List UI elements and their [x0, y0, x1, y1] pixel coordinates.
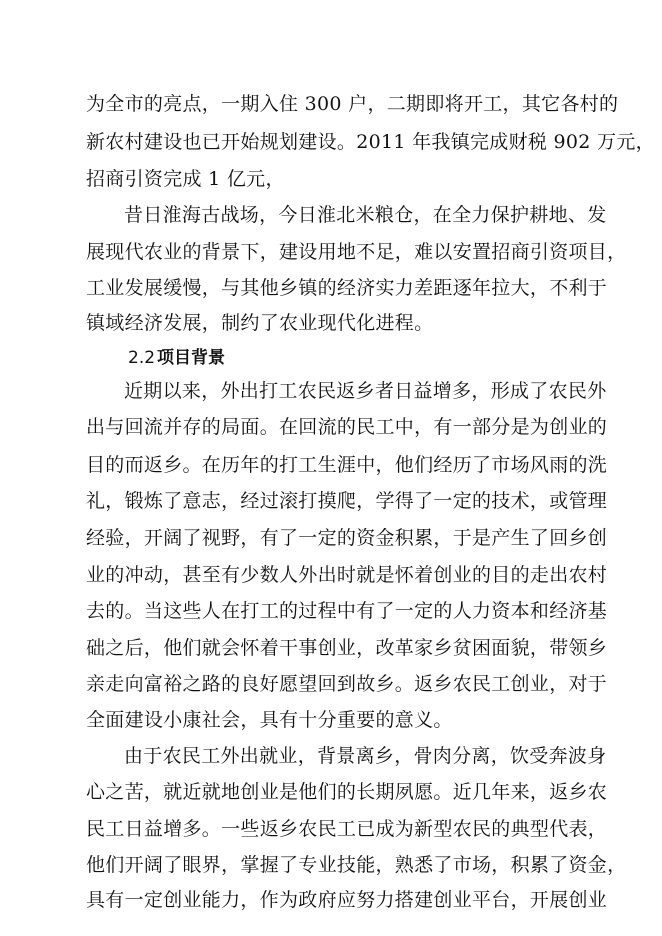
paragraph-1-line-3: 招商引资完成 1 亿元，: [86, 168, 285, 190]
paragraph-4-line-3: 民工日益增多。一些返乡农民工已成为新型农民的典型代表，: [86, 818, 608, 840]
paragraph-3-line-3: 目的而返乡。在历年的打工生涯中，他们经历了市场风雨的洗: [86, 454, 608, 476]
section-heading: [128, 343, 428, 373]
paragraph-3-line-4: 礼，锻炼了意志，经过滚打摸爬，学得了一定的技术，或管理: [86, 490, 608, 512]
paragraph-3-line-10: 全面建设小康社会，具有十分重要的意义。: [86, 709, 453, 731]
paragraph-2-line-2: 展现代农业的背景下，建设用地不足，难以安置招商引资项目，: [86, 241, 627, 263]
paragraph-3-line-1: 近期以来，外出打工农民返乡者日益增多，形成了农民外: [124, 380, 607, 402]
paragraph-4-line-5: 具有一定创业能力，作为政府应努力搭建创业平台，开展创业: [86, 889, 608, 911]
section-heading-number: 2.2: [128, 348, 156, 368]
paragraph-3-line-8: 础之后，他们就会怀着干事创业，改革家乡贫困面貌，带领乡: [86, 637, 608, 659]
paragraph-3-line-5: 经验，开阔了视野，有了一定的资金积累，于是产生了回乡创: [86, 527, 608, 549]
section-heading-text: 项目背景: [157, 348, 226, 368]
paragraph-1-line-2: 新农村建设也已开始规划建设。2011 年我镇完成财税 902 万元，: [86, 131, 655, 153]
paragraph-4-line-1: 由于农民工外出就业，背景离乡，骨肉分离，饮受奔波身: [124, 745, 607, 767]
paragraph-3-line-2: 出与回流并存的局面。在回流的民工中，有一部分是为创业的: [86, 416, 608, 438]
paragraph-3-line-6: 业的冲动，甚至有少数人外出时就是怀着创业的目的走出农村: [86, 564, 608, 586]
paragraph-3-line-9: 亲走向富裕之路的良好愿望回到故乡。返乡农民工创业，对于: [86, 673, 608, 695]
paragraph-2-line-3: 工业发展缓慢，与其他乡镇的经济实力差距逐年拉大，不利于: [86, 277, 608, 299]
paragraph-2-line-1: 昔日淮海古战场，今日淮北米粮仓，在全力保护耕地、发: [124, 204, 607, 226]
paragraph-3-line-7: 去的。当这些人在打工的过程中有了一定的人力资本和经济基: [86, 600, 608, 622]
paragraph-1-line-1: 为全市的亮点，一期入住 300 户，二期即将开工，其它各村的: [86, 93, 619, 115]
paragraph-4-line-4: 他们开阔了眼界，掌握了专业技能，熟悉了市场，积累了资金，: [86, 854, 627, 876]
paragraph-4-line-2: 心之苦，就近就地创业是他们的长期夙愿。近几年来，返乡农: [86, 781, 608, 803]
paragraph-2-line-4: 镇域经济发展，制约了农业现代化进程。: [86, 312, 434, 334]
